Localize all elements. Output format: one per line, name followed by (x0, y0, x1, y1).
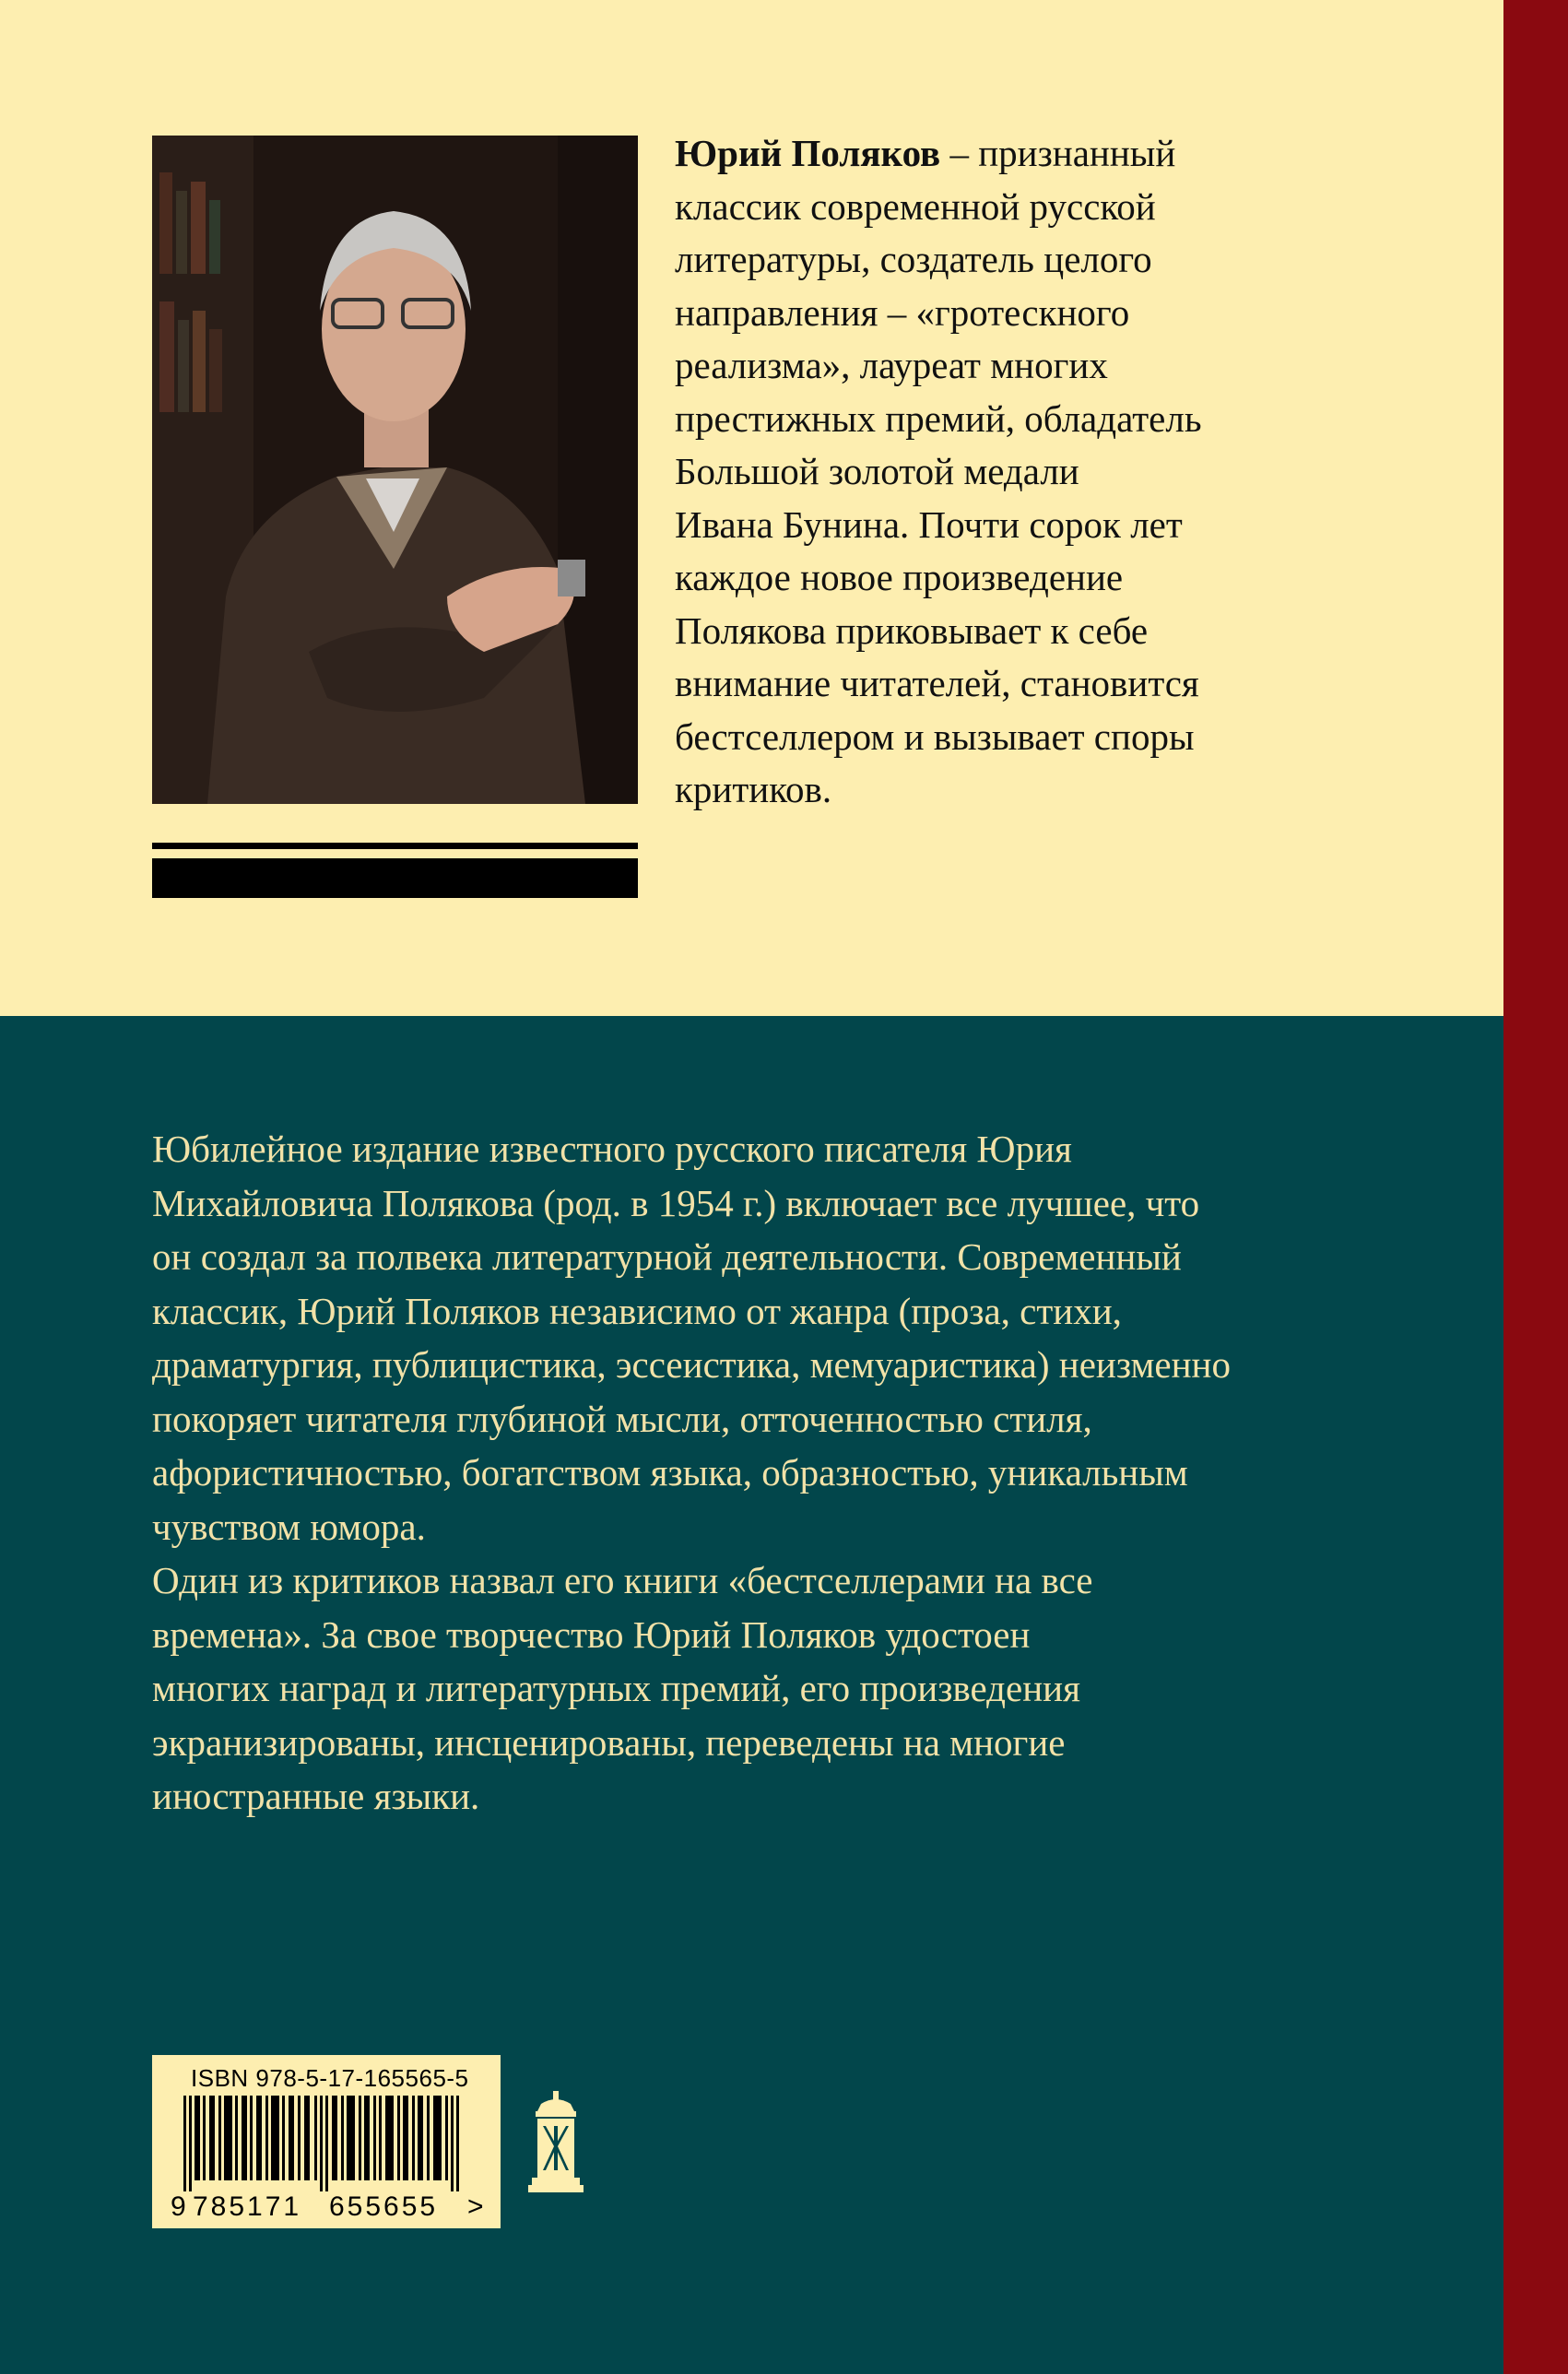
bio-line: внимание читателей, становится (675, 662, 1199, 704)
annotation-line: экранизированы, инсценированы, переведены на многие (152, 1720, 1066, 1764)
annotation-line: драматургия, публицистика, эссеистика, мемуаристика) неизменно (152, 1343, 1231, 1386)
bio-line: престижных премий, обладатель (675, 396, 1202, 440)
bio-line (675, 127, 1283, 181)
spine-strip (1503, 0, 1568, 2374)
author-photo (152, 136, 638, 804)
book-annotation (152, 1122, 1350, 1824)
bio-line: классик современной русской (675, 184, 1156, 228)
annotation-line: Михайловича Полякова (род. в 1954 г.) включает все лучшее, что (152, 1181, 1200, 1224)
annotation-line: покоряет читателя глубиной мысли, отточенностью стиля, (152, 1397, 1092, 1440)
isbn-label: ISBN 978-5-17-165565-5 (191, 2064, 469, 2092)
bio-line: Ивана Бунина. Почти сорок лет (675, 502, 1183, 546)
barcode-bars (171, 2096, 482, 2191)
annotation-line: многих наград и литературных премий, его произведения (152, 1667, 1080, 1709)
bio-line: литературы, создатель целого (675, 238, 1152, 280)
annotation-line: афористичностью, богатством языка, образностью, уникальным (152, 1451, 1188, 1494)
annotation-line: времена». За свое творчество Юрий Поляков удостоен (152, 1612, 1031, 1656)
bio-line: реализма», лауреат многих (675, 344, 1108, 386)
annotation-line: он создал за полвека литературной деятельности. Современный (152, 1235, 1182, 1278)
barcode-digit-first: 9 (171, 2191, 186, 2222)
author-name: Юрий Поляков (675, 132, 941, 174)
isbn-barcode (152, 2055, 501, 2228)
barcode-digit-group-1: 785171 (193, 2191, 302, 2222)
publisher-logo-icon (526, 2091, 585, 2192)
bio-line: бестселлером и вызывает споры (675, 715, 1195, 758)
annotation-line: Один из критиков назвал его книги «бестселлерами на все (152, 1559, 1093, 1601)
divider-thin (152, 843, 638, 849)
bio-line: каждое новое произведение (675, 556, 1124, 598)
bio-line: Большой золотой медали (675, 450, 1079, 492)
author-bio (675, 127, 1283, 817)
divider-thick (152, 858, 638, 898)
annotation-line: классик, Юрий Поляков независимо от жанра (проза, стихи, (152, 1289, 1122, 1332)
annotation-line: иностранные языки. (152, 1775, 480, 1817)
annotation-line: Юбилейное издание известного русского писателя Юрия (152, 1128, 1072, 1170)
annotation-paragraph-2 (152, 1553, 1350, 1824)
bio-line-text: – признанный (940, 132, 1176, 174)
barcode-digit-group-2: 655655 (329, 2191, 439, 2222)
annotation-paragraph-1 (152, 1122, 1350, 1553)
barcode-quiet-mark: > (467, 2191, 484, 2222)
bio-line: направления – «гротескного (675, 290, 1130, 334)
annotation-line: чувством юмора. (152, 1505, 426, 1548)
bio-line: Полякова приковывает к себе (675, 608, 1149, 652)
bio-line: критиков. (675, 768, 832, 810)
